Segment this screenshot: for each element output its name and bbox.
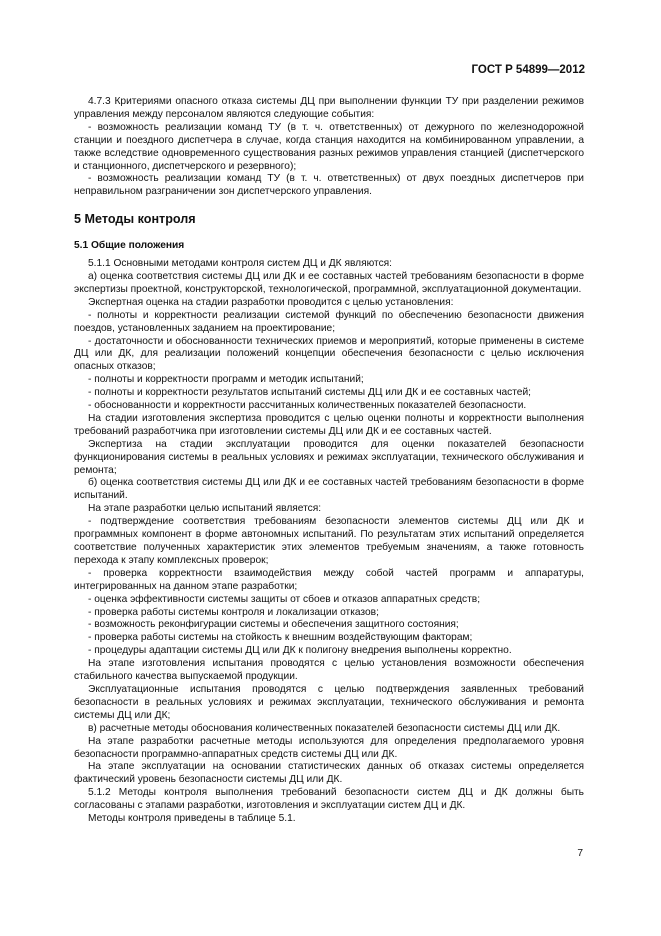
paragraph: - возможность реализации команд ТУ (в т. ч. ответственных) от двух поездных диспетчеров при неправильном разграничении зон диспетчерского управления. bbox=[74, 173, 584, 198]
document-body bbox=[74, 96, 584, 826]
paragraph: Эксплуатационные испытания проводятся с целью подтверждения заявленных требований безопасности в реальных условиях и режимах эксплуатации, технического обслуживания и ремонта системы ДЦ или ДК; bbox=[74, 683, 584, 721]
document-header: ГОСТ Р 54899—2012 bbox=[471, 64, 585, 76]
paragraph: - достаточности и обоснованности технических приемов и мероприятий, которые применены в системе ДЦ или ДК, для реализации положений концепции обеспечения безопасности с целью исключения опасных отказов; bbox=[74, 335, 584, 373]
paragraph: - возможность реализации команд ТУ (в т. ч. ответственных) от дежурного по железнодорожной станции и поездного диспетчера в случае, когда станция находится на комбинированном управлении, а также вследствие одновременного существования разных режимов управления станцией (диспетчерского и станционного, диспетчерского и резервного); bbox=[74, 121, 584, 172]
paragraph: - полноты и корректности результатов испытаний системы ДЦ или ДК и ее составных частей; bbox=[88, 387, 531, 399]
paragraph: - обоснованности и корректности рассчитанных количественных показателей безопасности. bbox=[88, 400, 527, 412]
paragraph: - оценка эффективности системы защиты от сбоев и отказов аппаратных средств; bbox=[88, 593, 481, 605]
paragraph: - проверка работы системы контроля и локализации отказов; bbox=[88, 606, 379, 618]
paragraph: - подтверждение соответствия требованиям безопасности элементов системы ДЦ или ДК и программных компонент в форме автономных испытаний. По результатам этих испытаний определяется соответствие полученных характеристик этих элементов требуемым значениям, а также готовность перехода к этапу комплексных проверок; bbox=[74, 516, 584, 566]
paragraph: - проверка работы системы на стойкость к внешним воздействующим факторам; bbox=[88, 632, 473, 644]
paragraph: - полноты и корректности программ и методик испытаний; bbox=[88, 374, 364, 386]
paragraph: - проверка корректности взаимодействия между собой частей программ и аппаратуры, интегрированных на данном этапе разработки; bbox=[74, 567, 584, 592]
subsection-heading: 5.1 Общие положения bbox=[74, 240, 185, 252]
paragraph: - полноты и корректности реализации системой функций по обеспечению безопасности движения поездов, установленных заданием на проектирование; bbox=[74, 309, 584, 334]
paragraph: 5.1.2 Методы контроля выполнения требований безопасности систем ДЦ и ДК должны быть согласованы с этапами разработки, изготовления и эксплуатации систем ДЦ и ДК. bbox=[74, 787, 584, 812]
paragraph: в) расчетные методы обоснования количественных показателей безопасности системы ДЦ или ДК. bbox=[88, 722, 561, 734]
paragraph: а) оценка соответствия системы ДЦ или ДК и ее составных частей требованиям безопасности в форме экспертизы проектной, конструкторской, технологической, программной, эксплуатационной документации. bbox=[74, 270, 584, 295]
paragraph: - процедуры адаптации системы ДЦ или ДК к полигону внедрения выполнены корректно. bbox=[88, 645, 512, 657]
paragraph: На этапе изготовления испытания проводятся с целью установления возможности обеспечения стабильного качества выпускаемой продукции. bbox=[74, 658, 584, 683]
paragraph: На этапе эксплуатации на основании статистических данных об отказах системы определяется фактический уровень безопасности системы ДЦ или ДК. bbox=[74, 761, 584, 786]
paragraph: Методы контроля приведены в таблице 5.1. bbox=[88, 813, 296, 825]
paragraph: На этапе разработки целью испытаний является: bbox=[88, 503, 322, 515]
paragraph: На этапе разработки расчетные методы используются для определения предполагаемого уровня безопасности программно-аппаратных средств системы ДЦ или ДК. bbox=[74, 735, 584, 760]
page-number: 7 bbox=[577, 848, 583, 859]
paragraph: - возможность реконфигурации системы и обеспечения защитного состояния; bbox=[88, 619, 459, 631]
section-heading: 5 Методы контроля bbox=[74, 212, 196, 227]
paragraph: На стадии изготовления экспертиза проводится с целью оценки полноты и корректности выполнения требований разработчика при изготовлении системы ДЦ или ДК и ее составных частей. bbox=[74, 412, 584, 437]
paragraph: 5.1.1 Основными методами контроля систем ДЦ и ДК являются: bbox=[88, 258, 393, 270]
paragraph: Экспертиза на стадии эксплуатации проводится для оценки показателей безопасности функционирования системы в реальных условиях и режимах эксплуатации, технического обслуживания и ремонта; bbox=[74, 438, 584, 476]
paragraph: Экспертная оценка на стадии разработки проводится с целью установления: bbox=[88, 296, 454, 308]
paragraph: б) оценка соответствия системы ДЦ или ДК и ее составных частей требованиям безопасности в форме испытаний. bbox=[74, 477, 584, 502]
paragraph: 4.7.3 Критериями опасного отказа системы ДЦ при выполнении функции ТУ при разделении режимов управления между персоналом являются следующие события: bbox=[74, 96, 584, 120]
